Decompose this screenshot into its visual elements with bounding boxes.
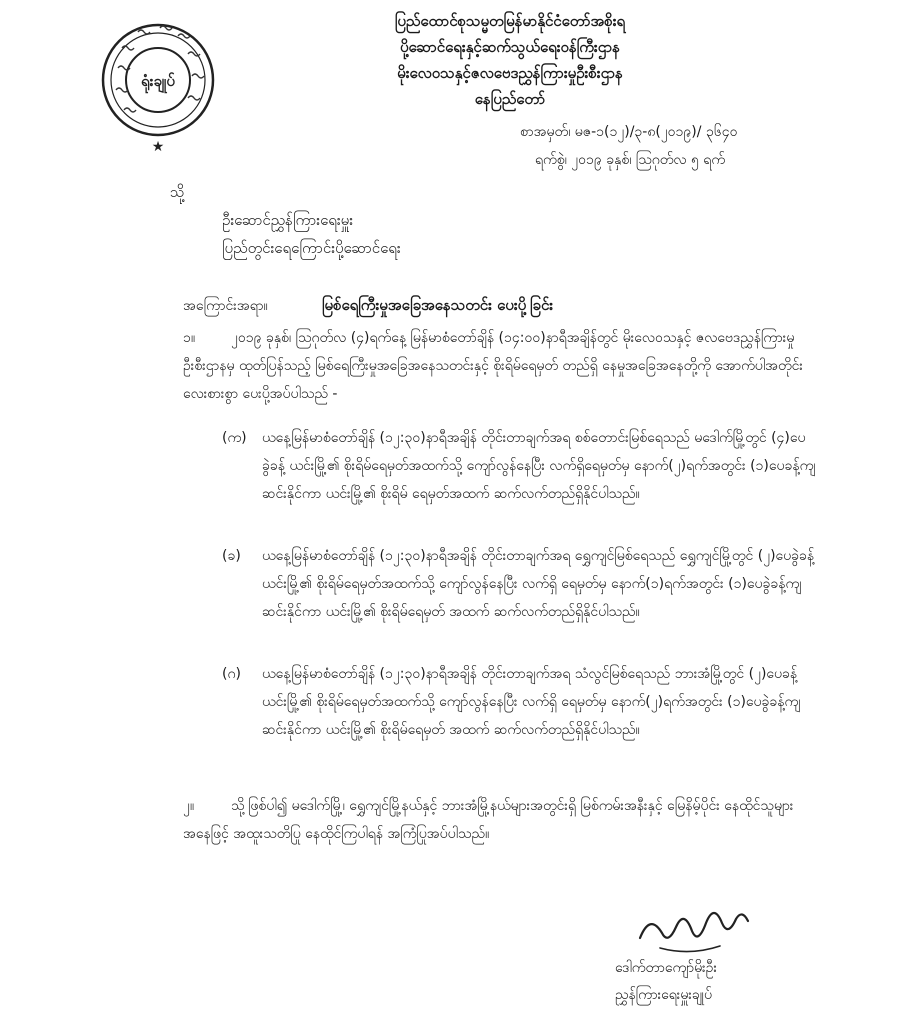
item-ga-text: ယနေ့မြန်မာစံတော်ချိန် (၁၂:၃၀)နာရီအချိန် တိုင်းတာချက်အရ သံလွင်မြစ်ရေသည် ဘားအံမြို့တွင် (၂)ပေခန့် ယင်းမြို့၏ စိုးရိမ်ရေမှတ်အထက်သို့ ကျော်လွန်နေပြီး လက်ရှိ ရေမှတ်မှ နောက်(၂)ရက်အတွင်း (၁)ပေခွဲခန့်ကျဆင်းနိုင်ကာ ယင်းမြို့၏ စိုးရိမ်ရေမှတ် အထက် ဆက်လက်တည်ရှိနိုင်ပါသည်။	[262, 666, 801, 738]
header-city: နေပြည်တော်	[474, 90, 546, 108]
item-kha-text: ယနေ့မြန်မာစံတော်ချိန် (၁၂:၃၀)နာရီအချိန် တိုင်းတာချက်အရ ရွှေကျင်မြစ်ရေသည် ရွှေကျင်မြို့တွင် (၂)ပေခွဲခန့် ယင်းမြို့၏ စိုးရိမ်ရေမှတ်အထက်သို့ ကျော်လွန်နေပြီး လက်ရှိ ရေမှတ်မှ နောက်(၁)ရက်အတွင်း (၁)ပေခွဲခန့်ကျဆင်းနိုင်ကာ ယင်းမြို့၏ စိုးရိမ်ရေမှတ် အထက် ဆက်လက်တည်ရှိနိုင်ပါသည်။	[262, 548, 815, 620]
header-ministry: ပို့ဆောင်ရေးနှင့်ဆက်သွယ်ရေးဝန်ကြီးဌာန	[400, 38, 620, 56]
paragraph-2-number: ၂။	[183, 798, 195, 814]
reference-number: စာအမှတ်၊ မဇ-၁(၁၂)/၃-၈(၂၀၁၉)/ ၃၆၄၀	[520, 124, 738, 140]
subject-text: မြစ်ရေကြီးမှုအခြေအနေသတင်း ပေးပို့ခြင်း	[322, 296, 554, 314]
item-ka-marker: (က)	[222, 430, 247, 446]
item-ga-marker: (ဂ)	[222, 666, 241, 682]
department-seal-stamp	[98, 8, 218, 158]
paragraph-1: ၂၀၁၉ ခုနှစ်၊ ဩဂုတ်လ (၄)ရက်နေ့ မြန်မာစံတော်ချိန် (၁၄:၀၀)နာရီအချိန်တွင် မိုးလေဝသနှင့် ဇလဗေဒညွှန်ကြားမှုဦးစီးဌာနမှ ထုတ်ပြန်သည့် မြစ်ရေကြီးမှုအခြေအနေသတင်းနှင့် စိုးရိမ်ရေမှတ် တည်ရှိ နေမှုအခြေအနေတို့ကို အောက်ပါအတိုင်း လေးစားစွာ ပေးပို့အပ်ပါသည် -	[183, 330, 803, 402]
paragraph-1-number: ၁။	[183, 330, 196, 346]
signatory-title: ညွှန်ကြားရေးမှူးချုပ်	[615, 987, 712, 1003]
subject-label: အကြောင်းအရာ။	[183, 298, 268, 314]
seal-center-text: ရုံးချုပ်	[141, 72, 175, 90]
letter-date: ရက်စွဲ၊ ၂၀၁၉ ခုနှစ်၊ ဩဂုတ်လ ၅ ရက်	[535, 152, 726, 168]
recipient-title: ဦးဆောင်ညွှန်ကြားရေးမှူး	[222, 211, 354, 229]
header-government: ပြည်ထောင်စုသမ္မတမြန်မာနိုင်ငံတော်အစိုးရ	[394, 12, 626, 30]
item-ka-text: ယနေ့မြန်မာစံတော်ချိန် (၁၂:၃၀)နာရီအချိန် တိုင်းတာချက်အရ စစ်တောင်းမြစ်ရေသည် မဒေါက်မြို့တွင် (၄)ပေခွဲခန့် ယင်းမြို့၏ စိုးရိမ်ရေမှတ်အထက်သို့ ကျော်လွန်နေပြီး လက်ရှိရေမှတ်မှ နောက်(၂)ရက်အတွင်း (၁)ပေခန့်ကျဆင်းနိုင်ကာ ယင်းမြို့၏ စိုးရိမ် ရေမှတ်အထက် ဆက်လက်တည်ရှိနိုင်ပါသည်။	[262, 430, 816, 502]
item-kha-marker: (ခ)	[222, 548, 241, 564]
signatory-name: ဒေါက်တာကျော်မိုးဦး	[615, 960, 718, 976]
header-department: မိုးလေဝသနှင့်ဇလဗေဒညွှန်ကြားမှုဦးစီးဌာန	[397, 64, 623, 82]
to-label: သို့	[170, 183, 185, 201]
paragraph-2: သို့ဖြစ်ပါ၍ မဒေါက်မြို့၊ ရွှေကျင်မြို့နယ်နှင့် ဘားအံမြို့နယ်များအတွင်းရှိ မြစ်ကမ်းအနီးနှင့် မြေနိမ့်ပိုင်း နေထိုင်သူများအနေဖြင့် အထူးသတိပြု နေထိုင်ကြပါရန် အကြံပြုအပ်ပါသည်။	[183, 798, 794, 842]
seal-star-icon: ★	[151, 139, 165, 155]
recipient-office: ပြည်တွင်းရေကြောင်းပို့ဆောင်ရေး	[222, 239, 401, 257]
